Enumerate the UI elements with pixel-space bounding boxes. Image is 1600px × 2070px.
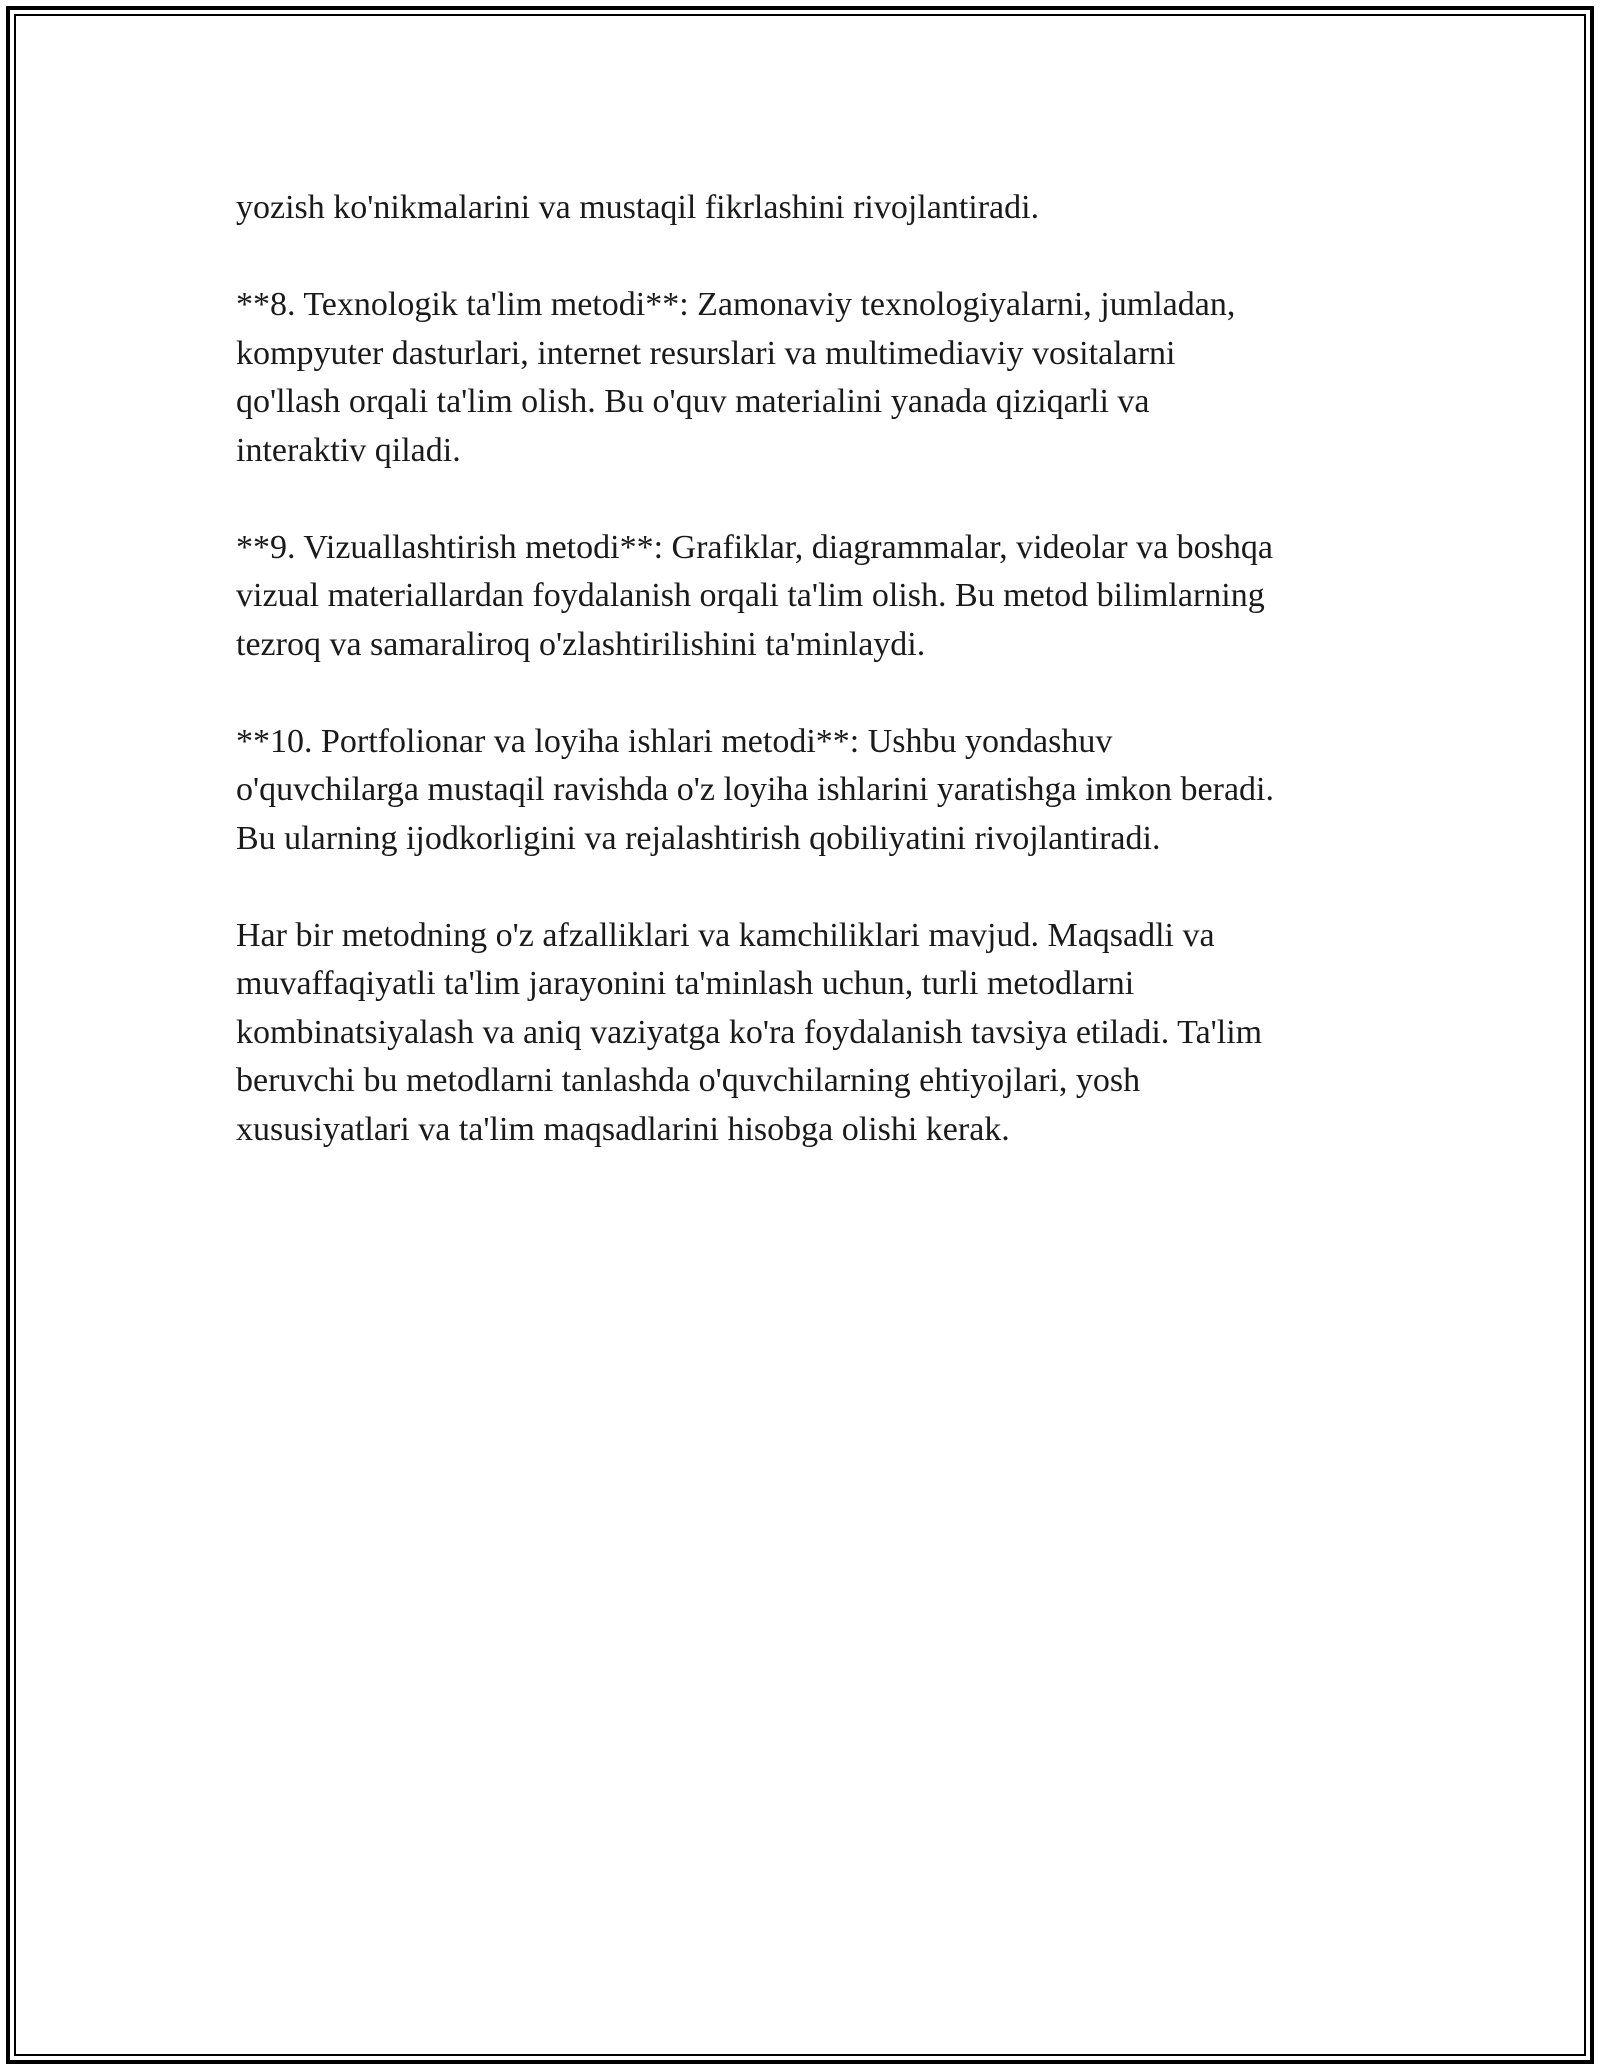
paragraph-conclusion: Har bir metodning o'z afzalliklari va kamchiliklari mavjud. Maqsadli va muvaffaqiyatli ta'lim jarayonini ta'minlash uchun, turli metodlarni kombinatsiyalash va aniq vaziyatga ko'ra foydalanish tavsiya etiladi. Ta'lim beruvchi bu metodlarni tanlashda o'quvchilarning ehtiyojlari, yosh xususiyatlari va ta'lim maqsadlarini hisobga olishi kerak. [236, 916, 1263, 1148]
document-body [236, 184, 1376, 1203]
paragraph-method-8: **8. Texnologik ta'lim metodi**: Zamonaviy texnologiyalarni, jumladan, kompyuter dasturlari, internet resurslari va multimediaviy vositalarni qo'llash orqali ta'lim olish. Bu o'quv materialini yanada qiziqarli va interaktiv qiladi. [236, 286, 1236, 469]
paragraph-method-10: **10. Portfolionar va loyiha ishlari metodi**: Ushbu yondashuv o'quvchilarga mustaqil ravishda o'z loyiha ishlarini yaratishga imkon beradi. Bu ularning ijodkorligini va rejalashtirish qobiliyatini rivojlantiradi. [236, 722, 1274, 857]
paragraph-method-9: **9. Vizuallashtirish metodi**: Grafiklar, diagrammalar, videolar va boshqa vizual materiallardan foydalanish orqali ta'lim olish. Bu metod bilimlarning tezroq va samaraliroq o'zlashtirilishini ta'minlaydi. [236, 528, 1273, 663]
paragraph-continuation: yozish ko'nikmalarini va mustaqil fikrlashini rivojlantiradi. [236, 189, 1040, 226]
